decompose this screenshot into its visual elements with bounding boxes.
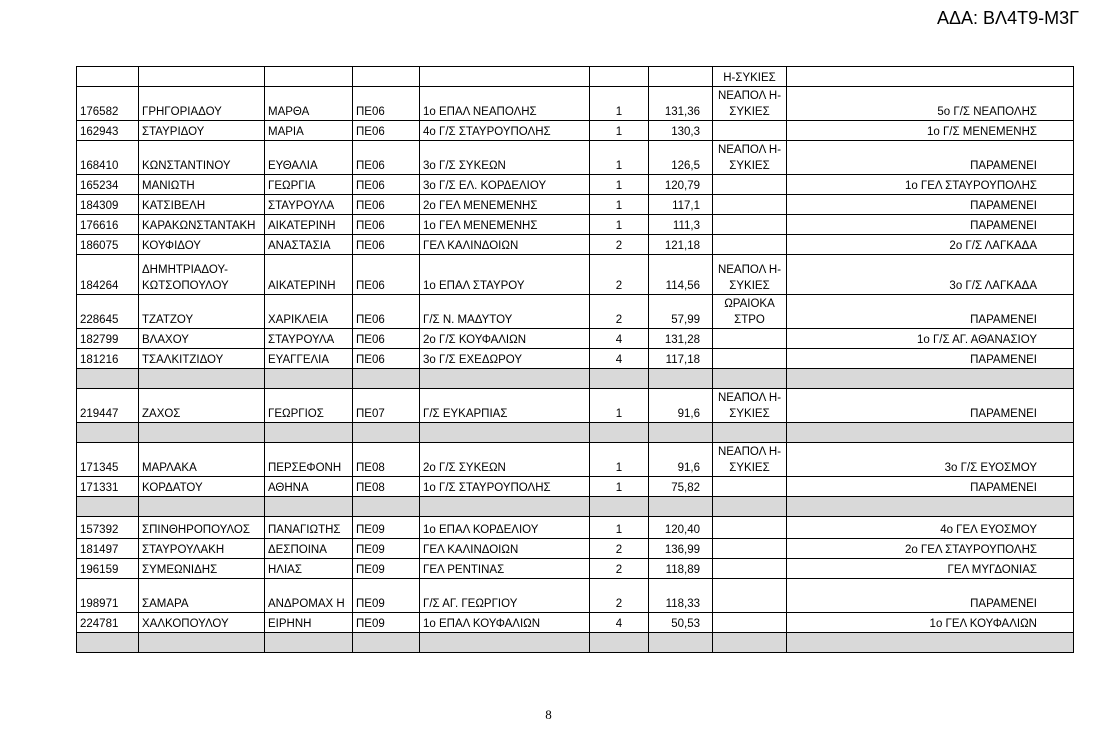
separator-cell <box>353 423 420 443</box>
table-row <box>77 295 1074 329</box>
surname-cell: ΚΑΤΣΙΒΕΛΗ <box>139 195 265 215</box>
priority-cell: 2 <box>590 559 649 579</box>
table-row <box>77 559 1074 579</box>
separator-cell <box>420 369 590 389</box>
separator-row <box>77 369 1074 389</box>
specialty-cell: ΠΕ09 <box>353 613 420 633</box>
id-cell <box>77 67 139 87</box>
name-cell: ΑΙΚΑΤΕΡΙΝΗ <box>265 215 353 235</box>
surname-cell: ΚΟΡΔΑΤΟΥ <box>139 477 265 497</box>
page-number: 8 <box>545 707 552 722</box>
id-cell: 228645 <box>77 295 139 329</box>
separator-cell <box>420 633 590 653</box>
points-cell: 91,6 <box>649 389 713 423</box>
specialty-cell: ΠΕ09 <box>353 539 420 559</box>
points-cell: 57,99 <box>649 295 713 329</box>
specialty-cell: ΠΕ06 <box>353 235 420 255</box>
destination-cell: ΠΑΡΑΜΕΝΕΙ <box>787 477 1074 497</box>
destination-cell: 4ο ΓΕΛ ΕΥΟΣΜΟΥ <box>787 517 1074 539</box>
school-cell: ΓΕΛ ΡΕΝΤΙΝΑΣ <box>420 559 590 579</box>
points-cell: 117,1 <box>649 195 713 215</box>
name-cell: ΔΕΣΠΟΙΝΑ <box>265 539 353 559</box>
surname-cell: ΜΑΡΛΑΚΑ <box>139 443 265 477</box>
destination-cell: 3ο Γ/Σ ΕΥΟΣΜΟΥ <box>787 443 1074 477</box>
priority-cell: 4 <box>590 613 649 633</box>
specialty-cell: ΠΕ06 <box>353 141 420 175</box>
specialty-cell <box>353 67 420 87</box>
area-cell <box>713 195 787 215</box>
destination-cell: 3ο Γ/Σ ΛΑΓΚΑΔΑ <box>787 255 1074 295</box>
area-cell <box>713 517 787 539</box>
points-cell: 111,3 <box>649 215 713 235</box>
school-cell: ΓΕΛ ΚΑΛΙΝΔΟΙΩΝ <box>420 235 590 255</box>
priority-cell: 1 <box>590 87 649 121</box>
specialty-cell: ΠΕ06 <box>353 215 420 235</box>
specialty-cell: ΠΕ08 <box>353 477 420 497</box>
points-cell: 120,79 <box>649 175 713 195</box>
id-cell: 184264 <box>77 255 139 295</box>
separator-cell <box>590 633 649 653</box>
area-cell: ΝΕΑΠΟΛ Η-ΣΥΚΙΕΣ <box>713 141 787 175</box>
priority-cell: 1 <box>590 477 649 497</box>
area-cell <box>713 349 787 369</box>
school-cell: Γ/Σ ΕΥΚΑΡΠΙΑΣ <box>420 389 590 423</box>
id-cell: 157392 <box>77 517 139 539</box>
area-cell <box>713 235 787 255</box>
priority-cell <box>590 67 649 87</box>
table-row <box>77 539 1074 559</box>
area-cell <box>713 579 787 613</box>
id-cell: 165234 <box>77 175 139 195</box>
table-row <box>77 195 1074 215</box>
name-cell: ΑΘΗΝΑ <box>265 477 353 497</box>
priority-cell: 1 <box>590 517 649 539</box>
area-cell <box>713 539 787 559</box>
name-cell: ΧΑΡΙΚΛΕΙΑ <box>265 295 353 329</box>
id-cell: 176616 <box>77 215 139 235</box>
id-cell: 171331 <box>77 477 139 497</box>
specialty-cell: ΠΕ06 <box>353 87 420 121</box>
name-cell: ΕΥΘΑΛΙΑ <box>265 141 353 175</box>
area-cell <box>713 613 787 633</box>
table-row <box>77 349 1074 369</box>
id-cell: 181216 <box>77 349 139 369</box>
separator-cell <box>77 633 139 653</box>
separator-cell <box>649 497 713 517</box>
points-cell: 114,56 <box>649 255 713 295</box>
destination-cell: ΠΑΡΑΜΕΝΕΙ <box>787 389 1074 423</box>
points-cell: 126,5 <box>649 141 713 175</box>
destination-cell: 5ο Γ/Σ ΝΕΑΠΟΛΗΣ <box>787 87 1074 121</box>
specialty-cell: ΠΕ06 <box>353 349 420 369</box>
priority-cell: 2 <box>590 539 649 559</box>
priority-cell: 4 <box>590 329 649 349</box>
priority-cell: 2 <box>590 255 649 295</box>
area-cell: ΝΕΑΠΟΛ Η-ΣΥΚΙΕΣ <box>713 87 787 121</box>
id-cell: 219447 <box>77 389 139 423</box>
specialty-cell: ΠΕ06 <box>353 329 420 349</box>
area-cell <box>713 121 787 141</box>
id-cell: 184309 <box>77 195 139 215</box>
destination-cell: ΠΑΡΑΜΕΝΕΙ <box>787 295 1074 329</box>
name-cell: ΕΙΡΗΝΗ <box>265 613 353 633</box>
surname-cell: ΣΑΜΑΡΑ <box>139 579 265 613</box>
surname-cell: ΚΩΝΣΤΑΝΤΙΝΟΥ <box>139 141 265 175</box>
school-cell: 2ο ΓΕΛ ΜΕΝΕΜΕΝΗΣ <box>420 195 590 215</box>
name-cell: ΠΑΝΑΓΙΩΤΗΣ <box>265 517 353 539</box>
school-cell: 3ο Γ/Σ ΕΧΕΔΩΡΟΥ <box>420 349 590 369</box>
separator-cell <box>590 497 649 517</box>
separator-cell <box>787 369 1074 389</box>
table-row <box>77 613 1074 633</box>
id-cell: 196159 <box>77 559 139 579</box>
school-cell: 1ο ΕΠΑΛ ΝΕΑΠΟΛΗΣ <box>420 87 590 121</box>
name-cell: ΜΑΡΙΑ <box>265 121 353 141</box>
area-cell: ΝΕΑΠΟΛ Η-ΣΥΚΙΕΣ <box>713 443 787 477</box>
separator-cell <box>77 423 139 443</box>
school-cell: 1ο ΓΕΛ ΜΕΝΕΜΕΝΗΣ <box>420 215 590 235</box>
points-cell: 131,28 <box>649 329 713 349</box>
surname-cell: ΚΑΡΑΚΩΝΣΤΑΝΤΑΚΗ <box>139 215 265 235</box>
separator-cell <box>77 497 139 517</box>
area-cell <box>713 559 787 579</box>
surname-cell: ΚΟΥΦΙΔΟΥ <box>139 235 265 255</box>
separator-row <box>77 423 1074 443</box>
surname-cell: ΤΖΑΤΖΟΥ <box>139 295 265 329</box>
area-cell <box>713 477 787 497</box>
specialty-cell: ΠΕ07 <box>353 389 420 423</box>
destination-cell: 1ο Γ/Σ ΜΕΝΕΜΕΝΗΣ <box>787 121 1074 141</box>
points-cell: 120,40 <box>649 517 713 539</box>
surname-cell: ΤΣΑΛΚΙΤΖΙΔΟΥ <box>139 349 265 369</box>
school-cell: 3ο Γ/Σ ΣΥΚΕΩΝ <box>420 141 590 175</box>
id-cell: 182799 <box>77 329 139 349</box>
separator-cell <box>265 423 353 443</box>
separator-cell <box>713 497 787 517</box>
specialty-cell: ΠΕ09 <box>353 559 420 579</box>
points-cell: 117,18 <box>649 349 713 369</box>
separator-cell <box>139 369 265 389</box>
name-cell: ΕΥΑΓΓΕΛΙΑ <box>265 349 353 369</box>
area-cell: ΝΕΑΠΟΛ Η-ΣΥΚΙΕΣ <box>713 255 787 295</box>
destination-cell <box>787 67 1074 87</box>
destination-cell: ΠΑΡΑΜΕΝΕΙ <box>787 215 1074 235</box>
area-cell <box>713 175 787 195</box>
school-cell <box>420 67 590 87</box>
school-cell: 1ο ΕΠΑΛ ΚΟΥΦΑΛΙΩΝ <box>420 613 590 633</box>
specialty-cell: ΠΕ06 <box>353 121 420 141</box>
separator-cell <box>649 423 713 443</box>
school-cell: Γ/Σ Ν. ΜΑΔΥΤΟΥ <box>420 295 590 329</box>
name-cell: ΣΤΑΥΡΟΥΛΑ <box>265 329 353 349</box>
school-cell: 1ο ΕΠΑΛ ΚΟΡΔΕΛΙΟΥ <box>420 517 590 539</box>
separator-cell <box>353 369 420 389</box>
priority-cell: 1 <box>590 121 649 141</box>
table-row <box>77 121 1074 141</box>
priority-cell: 1 <box>590 175 649 195</box>
points-cell: 136,99 <box>649 539 713 559</box>
points-cell: 118,33 <box>649 579 713 613</box>
surname-cell: ΣΠΙΝΘΗΡΟΠΟΥΛΟΣ <box>139 517 265 539</box>
specialty-cell: ΠΕ09 <box>353 517 420 539</box>
specialty-cell: ΠΕ06 <box>353 255 420 295</box>
id-cell: 181497 <box>77 539 139 559</box>
surname-cell: ΜΑΝΙΩΤΗ <box>139 175 265 195</box>
school-cell: 4ο Γ/Σ ΣΤΑΥΡΟΥΠΟΛΗΣ <box>420 121 590 141</box>
priority-cell: 2 <box>590 295 649 329</box>
id-cell: 198971 <box>77 579 139 613</box>
separator-cell <box>139 633 265 653</box>
id-cell: 171345 <box>77 443 139 477</box>
separator-cell <box>420 497 590 517</box>
id-cell: 162943 <box>77 121 139 141</box>
separator-cell <box>353 497 420 517</box>
specialty-cell: ΠΕ08 <box>353 443 420 477</box>
placement-table <box>76 66 1074 653</box>
surname-cell: ΖΑΧΟΣ <box>139 389 265 423</box>
school-cell: 2ο Γ/Σ ΣΥΚΕΩΝ <box>420 443 590 477</box>
separator-cell <box>787 633 1074 653</box>
priority-cell: 1 <box>590 141 649 175</box>
surname-cell: ΒΛΑΧΟΥ <box>139 329 265 349</box>
school-cell: 1ο ΕΠΑΛ ΣΤΑΥΡΟΥ <box>420 255 590 295</box>
surname-cell: ΔΗΜΗΤΡΙΑΔΟΥ- ΚΩΤΣΟΠΟΥΛΟΥ <box>139 255 265 295</box>
name-cell: ΑΝΔΡΟΜΑΧ Η <box>265 579 353 613</box>
points-cell: 50,53 <box>649 613 713 633</box>
priority-cell: 4 <box>590 349 649 369</box>
destination-cell: ΓΕΛ ΜΥΓΔΟΝΙΑΣ <box>787 559 1074 579</box>
area-cell <box>713 329 787 349</box>
school-cell: 3ο Γ/Σ ΕΛ. ΚΟΡΔΕΛΙΟΥ <box>420 175 590 195</box>
separator-cell <box>649 369 713 389</box>
table-row <box>77 67 1074 87</box>
table-row <box>77 389 1074 423</box>
destination-cell: 1ο ΓΕΛ ΚΟΥΦΑΛΙΩΝ <box>787 613 1074 633</box>
separator-cell <box>139 497 265 517</box>
name-cell: ΑΙΚΑΤΕΡΙΝΗ <box>265 255 353 295</box>
name-cell <box>265 67 353 87</box>
school-cell: Γ/Σ ΑΓ. ΓΕΩΡΓΙΟΥ <box>420 579 590 613</box>
table-row <box>77 579 1074 613</box>
surname-cell: ΣΥΜΕΩΝΙΔΗΣ <box>139 559 265 579</box>
separator-cell <box>590 369 649 389</box>
surname-cell: ΧΑΛΚΟΠΟΥΛΟΥ <box>139 613 265 633</box>
destination-cell: 2ο ΓΕΛ ΣΤΑΥΡΟΥΠΟΛΗΣ <box>787 539 1074 559</box>
separator-cell <box>139 423 265 443</box>
name-cell: ΜΑΡΘΑ <box>265 87 353 121</box>
table-row <box>77 517 1074 539</box>
separator-cell <box>590 423 649 443</box>
name-cell: ΠΕΡΣΕΦΟΝΗ <box>265 443 353 477</box>
separator-cell <box>420 423 590 443</box>
table-row <box>77 255 1074 295</box>
table-row <box>77 329 1074 349</box>
area-cell: Η-ΣΥΚΙΕΣ <box>713 67 787 87</box>
specialty-cell: ΠΕ09 <box>353 579 420 613</box>
name-cell: ΓΕΩΡΓΙΟΣ <box>265 389 353 423</box>
specialty-cell: ΠΕ06 <box>353 175 420 195</box>
school-cell: 1ο Γ/Σ ΣΤΑΥΡΟΥΠΟΛΗΣ <box>420 477 590 497</box>
table-row <box>77 235 1074 255</box>
table-row <box>77 443 1074 477</box>
id-cell: 168410 <box>77 141 139 175</box>
priority-cell: 1 <box>590 389 649 423</box>
separator-row <box>77 497 1074 517</box>
priority-cell: 1 <box>590 215 649 235</box>
points-cell: 75,82 <box>649 477 713 497</box>
name-cell: ΣΤΑΥΡΟΥΛΑ <box>265 195 353 215</box>
separator-cell <box>265 369 353 389</box>
table-row <box>77 477 1074 497</box>
specialty-cell: ΠΕ06 <box>353 295 420 329</box>
name-cell: ΓΕΩΡΓΙΑ <box>265 175 353 195</box>
separator-cell <box>713 423 787 443</box>
name-cell: ΑΝΑΣΤΑΣΙΑ <box>265 235 353 255</box>
separator-cell <box>713 369 787 389</box>
separator-cell <box>265 633 353 653</box>
points-cell: 118,89 <box>649 559 713 579</box>
priority-cell: 2 <box>590 579 649 613</box>
school-cell: 2ο Γ/Σ ΚΟΥΦΑΛΙΩΝ <box>420 329 590 349</box>
points-cell: 121,18 <box>649 235 713 255</box>
priority-cell: 1 <box>590 195 649 215</box>
id-cell: 186075 <box>77 235 139 255</box>
surname-cell: ΣΤΑΥΡΟΥΛΑΚΗ <box>139 539 265 559</box>
destination-cell: 1ο ΓΕΛ ΣΤΑΥΡΟΥΠΟΛΗΣ <box>787 175 1074 195</box>
surname-cell: ΣΤΑΥΡΙΔΟΥ <box>139 121 265 141</box>
separator-cell <box>353 633 420 653</box>
destination-cell: ΠΑΡΑΜΕΝΕΙ <box>787 195 1074 215</box>
id-cell: 224781 <box>77 613 139 633</box>
area-cell <box>713 215 787 235</box>
separator-cell <box>77 369 139 389</box>
separator-cell <box>265 497 353 517</box>
surname-cell <box>139 67 265 87</box>
destination-cell: ΠΑΡΑΜΕΝΕΙ <box>787 141 1074 175</box>
table-row <box>77 141 1074 175</box>
area-cell: ΩΡΑΙΟΚΑ ΣΤΡΟ <box>713 295 787 329</box>
destination-cell: 2ο Γ/Σ ΛΑΓΚΑΔΑ <box>787 235 1074 255</box>
priority-cell: 1 <box>590 443 649 477</box>
separator-row <box>77 633 1074 653</box>
area-cell: ΝΕΑΠΟΛ Η-ΣΥΚΙΕΣ <box>713 389 787 423</box>
separator-cell <box>787 497 1074 517</box>
id-cell: 176582 <box>77 87 139 121</box>
separator-cell <box>649 633 713 653</box>
table-row <box>77 175 1074 195</box>
table-row <box>77 87 1074 121</box>
points-cell: 130,3 <box>649 121 713 141</box>
name-cell: ΗΛΙΑΣ <box>265 559 353 579</box>
points-cell <box>649 67 713 87</box>
points-cell: 91,6 <box>649 443 713 477</box>
destination-cell: ΠΑΡΑΜΕΝΕΙ <box>787 349 1074 369</box>
surname-cell: ΓΡΗΓΟΡΙΑΔΟΥ <box>139 87 265 121</box>
school-cell: ΓΕΛ ΚΑΛΙΝΔΟΙΩΝ <box>420 539 590 559</box>
separator-cell <box>713 633 787 653</box>
separator-cell <box>787 423 1074 443</box>
specialty-cell: ΠΕ06 <box>353 195 420 215</box>
table-row <box>77 215 1074 235</box>
points-cell: 131,36 <box>649 87 713 121</box>
priority-cell: 2 <box>590 235 649 255</box>
destination-cell: 1ο Γ/Σ ΑΓ. ΑΘΑΝΑΣΙΟΥ <box>787 329 1074 349</box>
ada-code: ΑΔΑ: ΒΛ4Τ9-Μ3Γ <box>937 8 1079 28</box>
destination-cell: ΠΑΡΑΜΕΝΕΙ <box>787 579 1074 613</box>
